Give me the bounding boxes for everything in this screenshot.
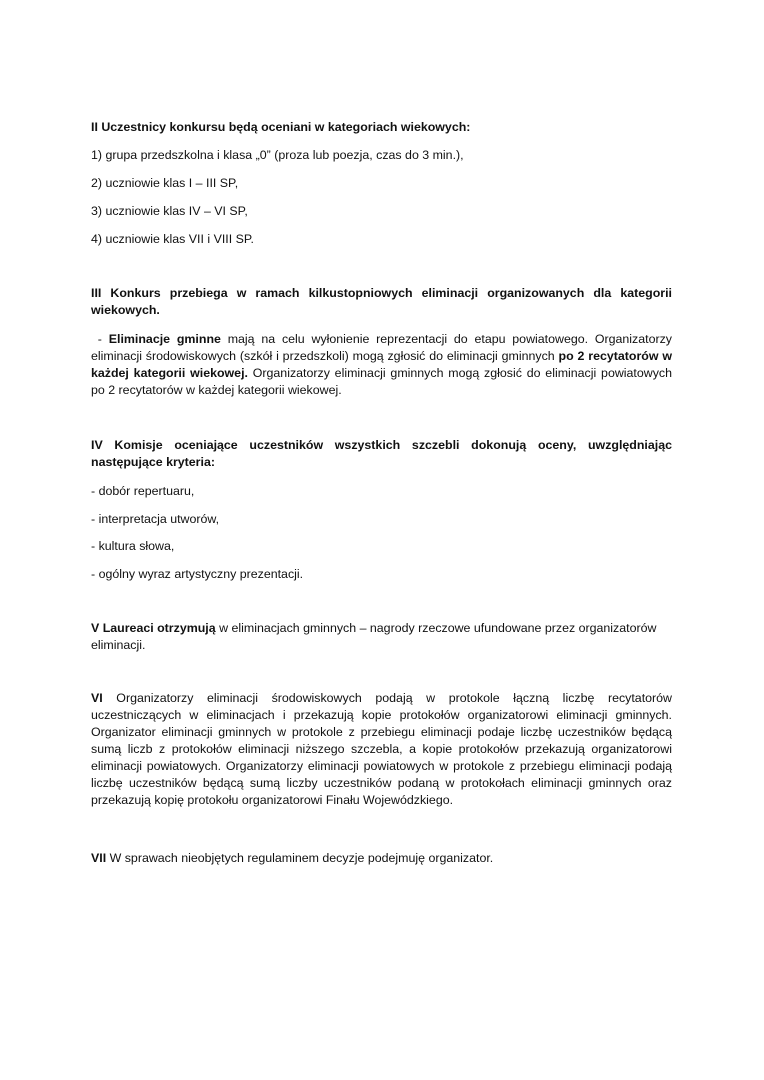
- list-item: - ogólny wyraz artystyczny prezentacji.: [91, 567, 304, 581]
- list-item: 2) uczniowie klas I – III SP,: [91, 176, 239, 190]
- section-6-paragraph: VI Organizatorzy eliminacji środowiskowych podają w protokole łączną liczbę recytatorów uczestniczących w eliminacjach i przekazują kopie protokołów organizatorowi eliminacji gminnych. Organizator eliminacji gminnych w protokole z przebiegu eliminacji podaje liczbę uczestników będącą sumą liczb z protokołów eliminacji niższego szczebla, a kopie protokołów przekazują organizatorowi eliminacji powiatowych. Organizatorzy eliminacji powiatowych w protokole z przebiegu eliminacji podają liczbę uczestników będącą sumą liczby uczestników podaną w protokołach eliminacji gminnych oraz przekazują kopię protokołu organizatorowi Finału Wojewódzkiego.: [91, 691, 672, 807]
- section-3-heading: III Konkurs przebiega w ramach kilkustopniowych eliminacji organizowanych dla kategorii wiekowych.: [91, 286, 672, 317]
- section-7-paragraph: VII W sprawach nieobjętych regulaminem decyzje podejmuję organizator.: [91, 851, 494, 865]
- list-item: - kultura słowa,: [91, 539, 175, 553]
- section-4-heading: IV Komisje oceniające uczestników wszystkich szczebli dokonują oceny, uwzględniając następujące kryteria:: [91, 438, 672, 469]
- list-item: - dobór repertuaru,: [91, 484, 195, 498]
- list-item: - interpretacja utworów,: [91, 512, 220, 526]
- section-5-paragraph: V Laureaci otrzymują w eliminacjach gminnych – nagrody rzeczowe ufundowane przez organizatorów eliminacji.: [91, 621, 657, 652]
- section-3-paragraph: - Eliminacje gminne mają na celu wyłonienie reprezentacji do etapu powiatowego. Organizatorzy eliminacji środowiskowych (szkół i przedszkoli) mogą zgłosić do eliminacji gminnych po 2 recytatorów w każdej kategorii wiekowej. Organizatorzy eliminacji gminnych mogą zgłosić do eliminacji powiatowych po 2 recytatorów w każdej kategorii wiekowej.: [91, 332, 673, 397]
- list-item: 4) uczniowie klas VII i VIII SP.: [91, 232, 254, 246]
- list-item: 3) uczniowie klas IV – VI SP,: [91, 204, 248, 218]
- list-item: 1) grupa przedszkolna i klasa „0” (proza lub poezja, czas do 3 min.),: [91, 148, 464, 162]
- section-2-heading: II Uczestnicy konkursu będą oceniani w kategoriach wiekowych:: [91, 120, 471, 134]
